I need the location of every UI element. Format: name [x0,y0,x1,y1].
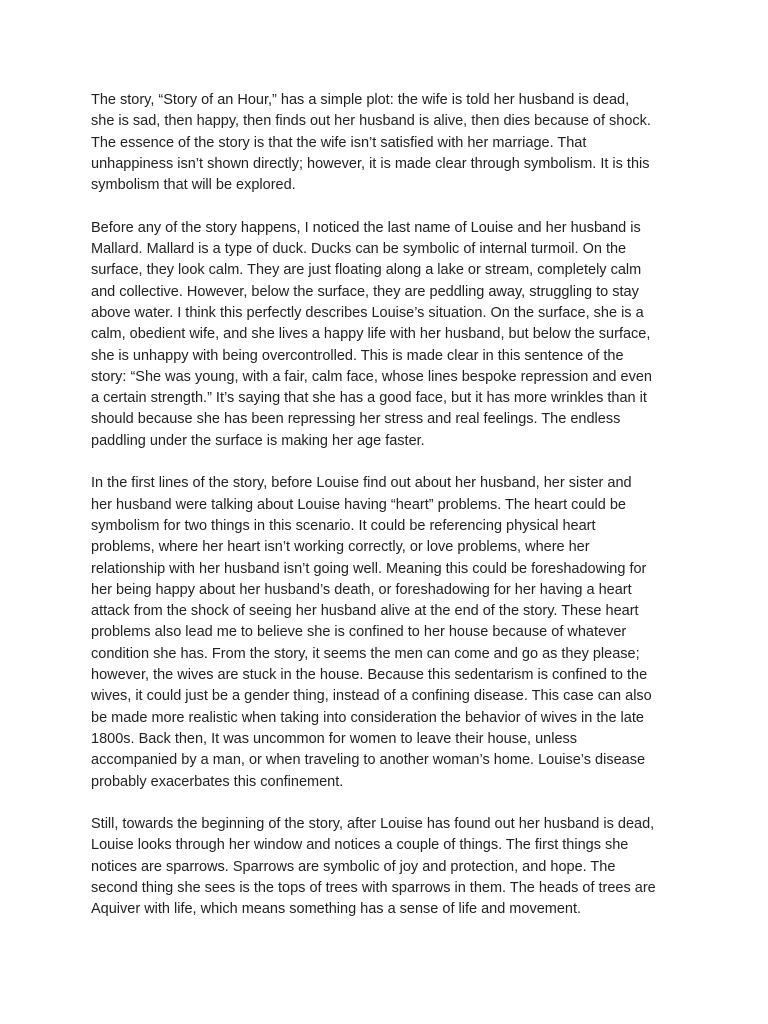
text-line: Aquiver with life, which means something has a sense of life and movement. [91,901,582,918]
text-line: paddling under the surface is making her age faster. [91,432,425,449]
text-line: she is sad, then happy, then finds out her husband is alive, then dies because of shock. [91,113,651,130]
text-line: however, the wives are stuck in the house. Because this sedentarism is confined to the [91,667,648,684]
text-line: The essence of the story is that the wife isn’t satisfied with her marriage. That [91,134,587,151]
text-line: Louise looks through her window and notices a couple of things. The first things she [91,837,629,854]
text-line: surface, they look calm. They are just floating along a lake or stream, completely calm [91,262,642,279]
paragraph-intro [91,90,691,196]
text-line: notices are sparrows. Sparrows are symbolic of joy and protection, and hope. The [91,858,616,875]
text-line: should because she has been repressing her stress and real feelings. The endless [91,411,621,428]
text-line: her husband were talking about Louise having “heart” problems. The heart could be [91,496,626,513]
text-line: condition she has. From the story, it seems the men can come and go as they please; [91,645,640,662]
text-line: 1800s. Back then, It was uncommon for women to leave their house, unless [91,730,578,747]
text-line: she is unhappy with being overcontrolled. This is made clear in this sentence of the [91,347,624,364]
text-line: symbolism that will be explored. [91,177,296,194]
text-line: Before any of the story happens, I noticed the last name of Louise and her husband is [91,219,641,236]
text-line: calm, obedient wife, and she lives a happy life with her husband, but below the surface, [91,326,651,343]
text-line: symbolism for two things in this scenario. It could be referencing physical heart [91,517,596,534]
text-line: In the first lines of the story, before Louise find out about her husband, her sister and [91,475,632,492]
text-line: attack from the shock of seeing her husband alive at the end of the story. These heart [91,603,639,620]
paragraph-window [91,814,691,920]
text-line: Mallard. Mallard is a type of duck. Ducks can be symbolic of internal turmoil. On the [91,241,627,258]
text-line: above water. I think this perfectly describes Louise’s situation. On the surface, she is a [91,304,644,321]
text-line: story: “She was young, with a fair, calm face, whose lines bespoke repression and even [91,368,652,385]
paragraph-heart [91,473,691,792]
text-line: wives, it could just be a gender thing, instead of a confining disease. This case can also [91,688,652,705]
text-line: her being happy about her husband’s death, or foreshadowing for her having a heart [91,581,632,598]
text-line: relationship with her husband isn’t going well. Meaning this could be foreshadowing for [91,560,647,577]
text-line: probably exacerbates this confinement. [91,773,344,790]
text-line: and collective. However, below the surface, they are peddling away, struggling to stay [91,283,639,300]
text-line: second thing she sees is the tops of trees with sparrows in them. The heads of trees are [91,879,656,896]
text-line: The story, “Story of an Hour,” has a simple plot: the wife is told her husband is dead, [91,92,630,108]
text-line: accompanied by a man, or when traveling to another woman’s home. Louise’s disease [91,752,646,769]
text-line: problems, where her heart isn’t working correctly, or love problems, where her [91,539,590,556]
document-page [91,90,691,942]
text-line: be made more realistic when taking into consideration the behavior of wives in the late [91,709,644,726]
text-line: unhappiness isn’t shown directly; however, it is made clear through symbolism. It is this [91,155,650,172]
text-line: problems also lead me to believe she is confined to her house because of whatever [91,624,627,641]
paragraph-mallard [91,218,691,452]
text-line: a certain strength.” It’s saying that she has a good face, but it has more wrinkles than it [91,390,647,407]
text-line: Still, towards the beginning of the story, after Louise has found out her husband is dead, [91,816,655,833]
